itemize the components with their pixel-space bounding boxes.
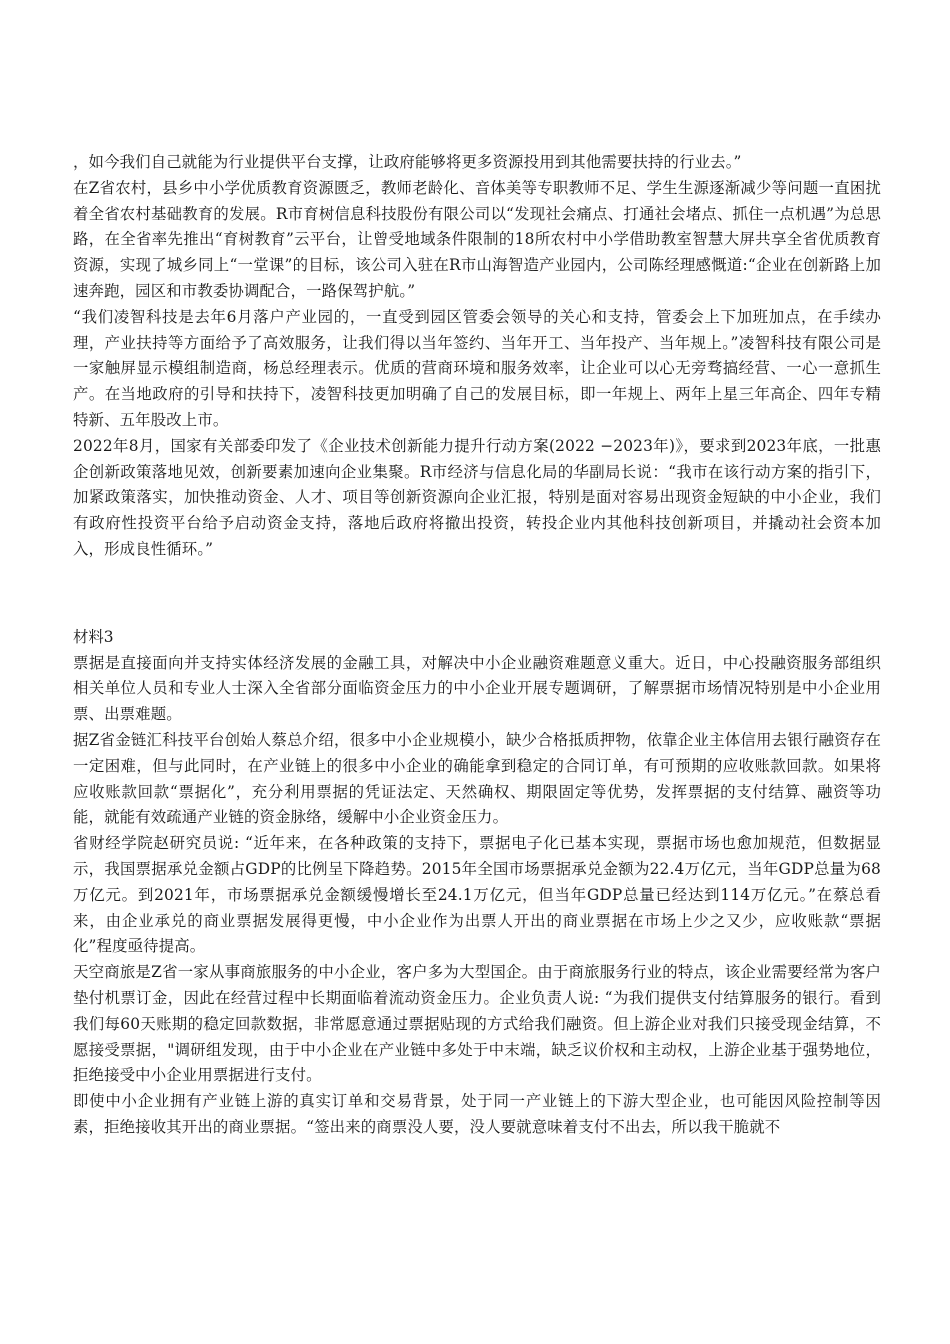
paragraph: 在Z省农村，县乡中小学优质教育资源匮乏，教师老龄化、音体美等专职教师不足、学生生源逐渐减少等问题一直困扰着全省农村基础教育的发展。R市育树信息科技股份有限公司以“发现社会痛点、打通社会堵点、抓住一点机遇”为总思路，在全省率先推出“育树教育”云平台，让曾受地域条件限制的18所农村中小学借助教室智慧大屏共享全省优质教育资源，实现了城乡同上“一堂课”的目标，该公司入驻在R市山海智造产业园内，公司陈经理感慨道:“企业在创新路上加速奔跑，园区和市教委协调配合，一路保驾护航。” xyxy=(73,178,881,300)
section-heading: 材料3 xyxy=(73,627,114,646)
section-gap xyxy=(73,563,881,625)
paragraph: ，如今我们自己就能为行业提供平台支撑，让政府能够将更多资源投用到其他需要扶持的行业去。” xyxy=(73,153,742,171)
paragraph: 天空商旅是Z省一家从事商旅服务的中小企业，客户多为大型国企。由于商旅服务行业的特点，该企业需要经常为客户垫付机票订金，因此在经营过程中长期面临着流动资金压力。企业负责人说: “为我们提供支付结算服务的银行。看到我们每60天账期的稳定回款数据，非常愿意通过票据贴现的方式给我们融资。但上游企业对我们只接受现金结算，不愿接受票据，"调研组发现，由于中小企业在产业链中多处于中末端，缺乏议价权和主动权，上游企业基于强势地位，拒绝接受中小企业用票据进行支付。 xyxy=(73,963,881,1085)
paragraph: 据Z省金链汇科技平台创始人蔡总介绍，很多中小企业规模小，缺少合格抵质押物，依靠企业主体信用去银行融资存在一定困难，但与此同时，在产业链上的很多中小企业的确能拿到稳定的合同订单，有可预期的应收账款回款。如果将应收账款回款“票据化”，充分利用票据的凭证法定、天然确权、期限固定等优势，发挥票据的支付结算、融资等功能，就能有效疏通产业链的资金脉络，缓解中小企业资金压力。 xyxy=(73,730,881,827)
paragraph: “我们凌智科技是去年6月落户产业园的，一直受到园区管委会领导的关心和支持，管委会上下加班加点，在手续办理，产业扶持等方面给予了高效服务，让我们得以当年签约、当年开工、当年投产、当年规上。”凌智科技有限公司是一家触屏显示模组制造商，杨总经理表示。优质的营商环境和服务效率，让企业可以心无旁骛搞经营、一心一意抓生产。在当地政府的引导和扶持下，凌智科技更加明确了自己的发展目标，即一年规上、两年上星三年高企、四年专精特新、五年股改上市。 xyxy=(73,307,881,429)
paragraph: 即使中小企业拥有产业链上游的真实订单和交易背景，处于同一产业链上的下游大型企业，也可能因风险控制等因素，拒绝接收其开出的商业票据。“签出来的商票没人要，没人要就意味着支付不出去，所以我干脆就不 xyxy=(73,1092,881,1136)
document-page xyxy=(73,150,881,1141)
paragraph: 票据是直接面向并支持实体经济发展的金融工具，对解决中小企业融资难题意义重大。近日，中心投融资服务部组织相关单位人员和专业人士深入全省部分面临资金压力的中小企业开展专题调研，了解票据市场情况特别是中小企业用票、出票难题。 xyxy=(73,653,881,724)
paragraph: 省财经学院赵研究员说: “近年来，在各种政策的支持下，票据电子化已基本实现，票据市场也愈加规范，但数据显示，我国票据承兑金额占GDP的比例呈下降趋势。2015年全国市场票据承兑金额为22.4万亿元，当年GDP总量为68万亿元。到2021年，市场票据承兑金额缓慢增长至24.1万亿元，但当年GDP总量已经达到114万亿元。”在蔡总看来，由企业承兑的商业票据发展得更慢，中小企业作为出票人开出的商业票据在市场上少之又少，应收账款“票据化”程度亟待提高。 xyxy=(73,834,881,956)
paragraph: 2022年8月，国家有关部委印发了《企业技术创新能力提升行动方案(2022 −2023年)》，要求到2023年底，一批惠企创新政策落地见效，创新要素加速向企业集聚。R市经济与信息化局的华副局长说：“我市在该行动方案的指引下，加紧政策落实，加快推动资金、人才、项目等创新资源向企业汇报，特别是面对容易出现资金短缺的中小企业，我们有政府性投资平台给予启动资金支持，落地后政府将撤出投资，转投企业内其他科技创新项目，并撬动社会资本加入，形成良性循环。” xyxy=(73,436,881,558)
